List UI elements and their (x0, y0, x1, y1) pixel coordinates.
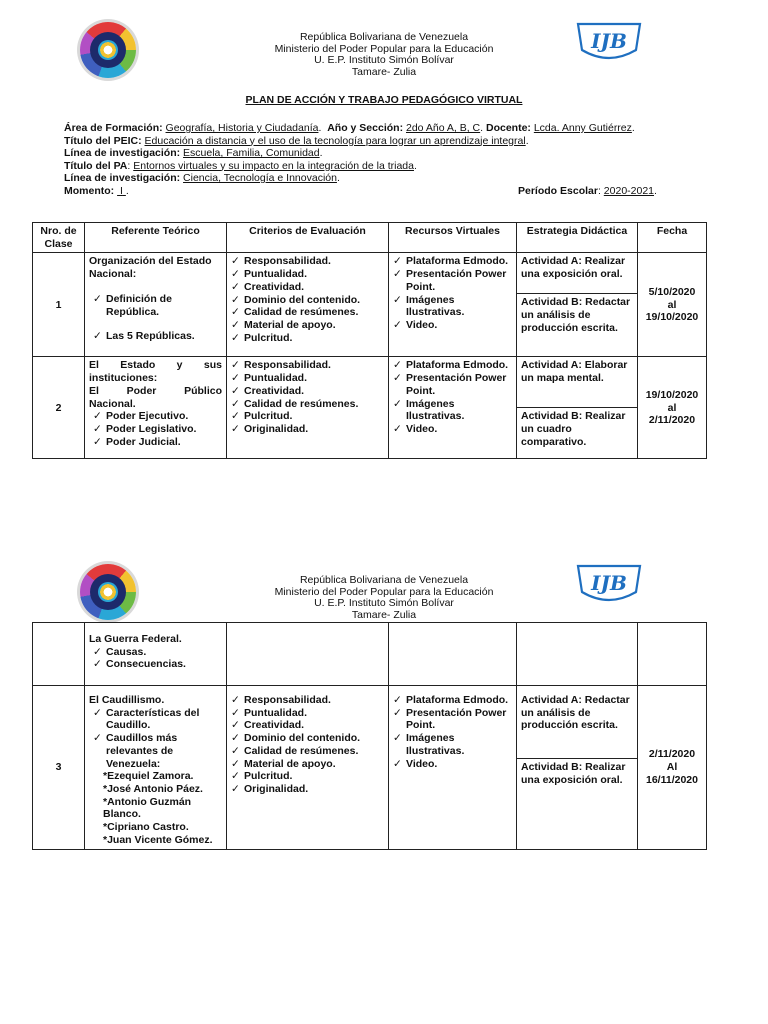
table-row (33, 357, 707, 459)
fecha-end: 16/11/2020 (646, 773, 698, 786)
header-cell: Referente Teórico (85, 223, 227, 253)
actividad-b: Actividad B: Realizar un cuadro comparativo. (517, 407, 637, 448)
fecha-sep: Al (666, 761, 678, 774)
criterios-list (231, 255, 384, 344)
momento-value: I (120, 184, 123, 197)
pa-value: Entornos virtuales y su impacto en la integración de la triada (133, 159, 414, 172)
periodo-group: Período Escolar: 2020-2021. (518, 184, 657, 197)
list-item: ✓ Presentación Power Point. (393, 268, 512, 293)
list-item: ✓ Responsabilidad. (231, 359, 384, 372)
svg-text:IJB: IJB (591, 571, 627, 595)
list-item: ✓ Causas. (93, 646, 222, 659)
list-item: ✓ Plataforma Edmodo. (393, 694, 512, 707)
area-label: Área de Formación: (64, 122, 163, 134)
linea2-value: Ciencia, Tecnología e Innovación (183, 172, 337, 184)
list-item: ✓ Consecuencias. (93, 658, 222, 671)
recursos-list (393, 255, 512, 331)
class-number: 3 (33, 686, 85, 850)
list-item: ✓ Calidad de resúmenes. (231, 398, 384, 411)
criterios-cell (227, 623, 389, 686)
recursos-cell (389, 686, 517, 850)
info-line-pa: Título del PA: Entornos virtuales y su impacto en la integración de la triada. (64, 159, 417, 172)
fecha-cell (638, 357, 707, 459)
estrategia-cell (517, 357, 638, 459)
page-header (0, 32, 768, 78)
header-line: U. E.P. Instituto Simón Bolívar (314, 54, 454, 66)
list-item: ✓ Imágenes Ilustrativas. (393, 398, 512, 423)
fecha-end: 2/11/2020 (648, 414, 696, 427)
fecha-cell (638, 686, 707, 850)
table-row (33, 623, 707, 686)
estrategia-cell (517, 623, 638, 686)
svg-text:IJB: IJB (591, 29, 627, 53)
header-cell: Fecha (638, 223, 707, 253)
fecha-start: 2/11/2020 (648, 748, 696, 761)
recursos-cell (389, 357, 517, 459)
list-item: ✓ Pulcritud. (231, 410, 384, 423)
list-item: ✓ Plataforma Edmodo. (393, 255, 512, 268)
criterios-list (231, 359, 384, 435)
referente-title: La Guerra Federal. (89, 633, 182, 645)
list-item: ✓ Caudillos más relevantes de Venezuela: (93, 732, 222, 770)
header-line: U. E.P. Instituto Simón Bolívar (314, 597, 454, 609)
docente-label: Docente: (485, 122, 531, 134)
list-item: ✓ Material de apoyo. (231, 319, 384, 332)
list-item: *José Antonio Páez. (103, 782, 203, 795)
list-item: ✓ Dominio del contenido. (231, 294, 384, 307)
list-item: ✓ Material de apoyo. (231, 758, 384, 771)
class-number: 2 (33, 357, 85, 459)
list-item: ✓ Creatividad. (231, 281, 384, 294)
list-item: ✓ Dominio del contenido. (231, 732, 384, 745)
criterios-list (231, 694, 384, 796)
pa-label: Título del PA (64, 159, 128, 172)
fecha-cell (638, 623, 707, 686)
page-header (0, 575, 768, 621)
anio-label: Año y Sección: (327, 122, 404, 134)
list-item: ✓ Calidad de resúmenes. (231, 745, 384, 758)
header-cell: Criterios de Evaluación (227, 223, 389, 253)
list-item: ✓ Creatividad. (231, 385, 384, 398)
list-item: ✓ Presentación Power Point. (393, 372, 512, 397)
referente-cell (85, 623, 227, 686)
list-item: ✓ Definición de República. (93, 293, 222, 318)
list-item: ✓ Puntualidad. (231, 707, 384, 720)
plan-table (32, 222, 707, 459)
linea1-value: Escuela, Familia, Comunidad (183, 147, 320, 159)
info-line-momento: Momento: I . Período Escolar: 2020-2021. (64, 184, 657, 197)
estrategia-cell (517, 686, 638, 850)
criterios-cell (227, 686, 389, 850)
header-line: República Bolivariana de Venezuela (299, 574, 469, 586)
periodo-value: 2020-2021 (603, 184, 655, 197)
criterios-cell (227, 253, 389, 357)
header-line: Tamare- Zulia (351, 608, 417, 621)
list-item: ✓ Imágenes Ilustrativas. (393, 732, 512, 757)
list-item: ✓ Poder Legislativo. (93, 423, 222, 436)
area-value: Geografía, Historia y Ciudadanía (165, 122, 319, 134)
class-number: 1 (33, 253, 85, 357)
fecha-cell (638, 253, 707, 357)
list-item: ✓ Responsabilidad. (231, 694, 384, 707)
actividad-a: Actividad A: Realizar una exposición oral. (521, 255, 626, 281)
referente-cell (85, 253, 227, 357)
fecha-start: 19/10/2020 (645, 388, 699, 401)
docente-value: Lcda. Anny Gutiérrez (533, 122, 632, 134)
header-line: Tamare- Zulia (351, 65, 417, 78)
fecha-sep: al (667, 298, 677, 311)
plan-table-continued (32, 622, 707, 850)
referente-title: Organización del Estado Nacional: (89, 255, 212, 281)
momento-label: Momento: (64, 184, 115, 197)
referente-list (89, 410, 222, 448)
list-item: ✓ Características del Caudillo. (93, 707, 222, 732)
recursos-list (393, 694, 512, 770)
criterios-cell (227, 357, 389, 459)
list-item: ✓ Pulcritud. (231, 332, 384, 345)
page-title: PLAN DE ACCIÓN Y TRABAJO PEDAGÓGICO VIRTUAL (245, 94, 523, 106)
header-cell: Recursos Virtuales (389, 223, 517, 253)
header-line: República Bolivariana de Venezuela (299, 31, 469, 43)
linea1-label: Línea de investigación: (64, 147, 181, 159)
info-line-peic: Título del PEIC: Educación a distancia y el uso de la tecnología para lograr un aprendizaje integral. (64, 134, 529, 147)
recursos-cell (389, 623, 517, 686)
fecha-end: 19/10/2020 (645, 311, 699, 324)
header-cell: Nro. de Clase (33, 223, 85, 253)
list-item: ✓ Poder Judicial. (93, 436, 222, 449)
list-item: ✓ Originalidad. (231, 423, 384, 436)
referente-list (89, 330, 222, 343)
referente-subtitle: El Poder Público Nacional. (89, 384, 222, 410)
list-item: ✓ Originalidad. (231, 783, 384, 796)
info-line-linea2: Línea de investigación: Ciencia, Tecnología e Innovación. (64, 172, 340, 184)
actividad-a: Actividad A: Redactar un análisis de producción escrita. (521, 694, 630, 732)
header-line: Ministerio del Poder Popular para la Educación (274, 42, 494, 55)
referente-list (89, 293, 222, 318)
referente-list (89, 646, 222, 671)
header-line: Ministerio del Poder Popular para la Educación (274, 585, 494, 598)
peic-label: Título del PEIC: (64, 134, 142, 147)
linea2-label: Línea de investigación: (64, 172, 181, 184)
actividad-b: Actividad B: Redactar un análisis de producción escrita. (517, 293, 637, 334)
info-line-area: Área de Formación: Geografía, Historia y Ciudadanía. Año y Sección: 2do Año A, B, C. Docente: Lcda. Anny Gutiérrez. (64, 122, 635, 134)
referente-title: El Estado y sus instituciones: (89, 359, 222, 385)
list-item: ✓ Poder Ejecutivo. (93, 410, 222, 423)
recursos-list (393, 359, 512, 435)
anio-value: 2do Año A, B, C (406, 122, 481, 134)
list-item: ✓ Calidad de resúmenes. (231, 306, 384, 319)
list-item: ✓ Puntualidad. (231, 372, 384, 385)
list-item: *Juan Vicente Gómez. (103, 833, 213, 846)
caudillos-list (89, 770, 222, 846)
referente-cell (85, 686, 227, 850)
header-cell: Estrategia Didáctica (517, 223, 638, 253)
list-item: *Ezequiel Zamora. (103, 770, 194, 783)
actividad-b: Actividad B: Realizar una exposición oral. (517, 758, 637, 786)
info-line-linea1: Línea de investigación: Escuela, Familia, Comunidad. (64, 147, 323, 159)
list-item: ✓ Responsabilidad. (231, 255, 384, 268)
list-item: *Antonio Guzmán Blanco. (103, 795, 192, 821)
info-block (64, 122, 704, 197)
recursos-cell (389, 253, 517, 357)
list-item: ✓ Pulcritud. (231, 770, 384, 783)
list-item: ✓ Las 5 Repúblicas. (93, 330, 222, 343)
table-row (33, 686, 707, 850)
periodo-label: Período Escolar (518, 184, 598, 197)
estrategia-cell (517, 253, 638, 357)
list-item: ✓ Video. (393, 423, 512, 436)
list-item: ✓ Imágenes Ilustrativas. (393, 294, 512, 319)
actividad-a: Actividad A: Elaborar un mapa mental. (521, 359, 628, 385)
fecha-start: 5/10/2020 (648, 285, 696, 298)
referente-cell (85, 357, 227, 459)
referente-title: El Caudillismo. (89, 694, 165, 706)
table-row (33, 253, 707, 357)
class-number (33, 623, 85, 686)
table-header-row (33, 223, 707, 253)
referente-list (89, 707, 222, 771)
list-item: *Cipriano Castro. (103, 821, 189, 834)
peic-value: Educación a distancia y el uso de la tecnología para lograr un aprendizaje integral (144, 134, 526, 147)
list-item: ✓ Video. (393, 319, 512, 332)
list-item: ✓ Presentación Power Point. (393, 707, 512, 732)
list-item: ✓ Video. (393, 758, 512, 771)
fecha-sep: al (667, 401, 677, 414)
list-item: ✓ Puntualidad. (231, 268, 384, 281)
list-item: ✓ Creatividad. (231, 719, 384, 732)
list-item: ✓ Plataforma Edmodo. (393, 359, 512, 372)
